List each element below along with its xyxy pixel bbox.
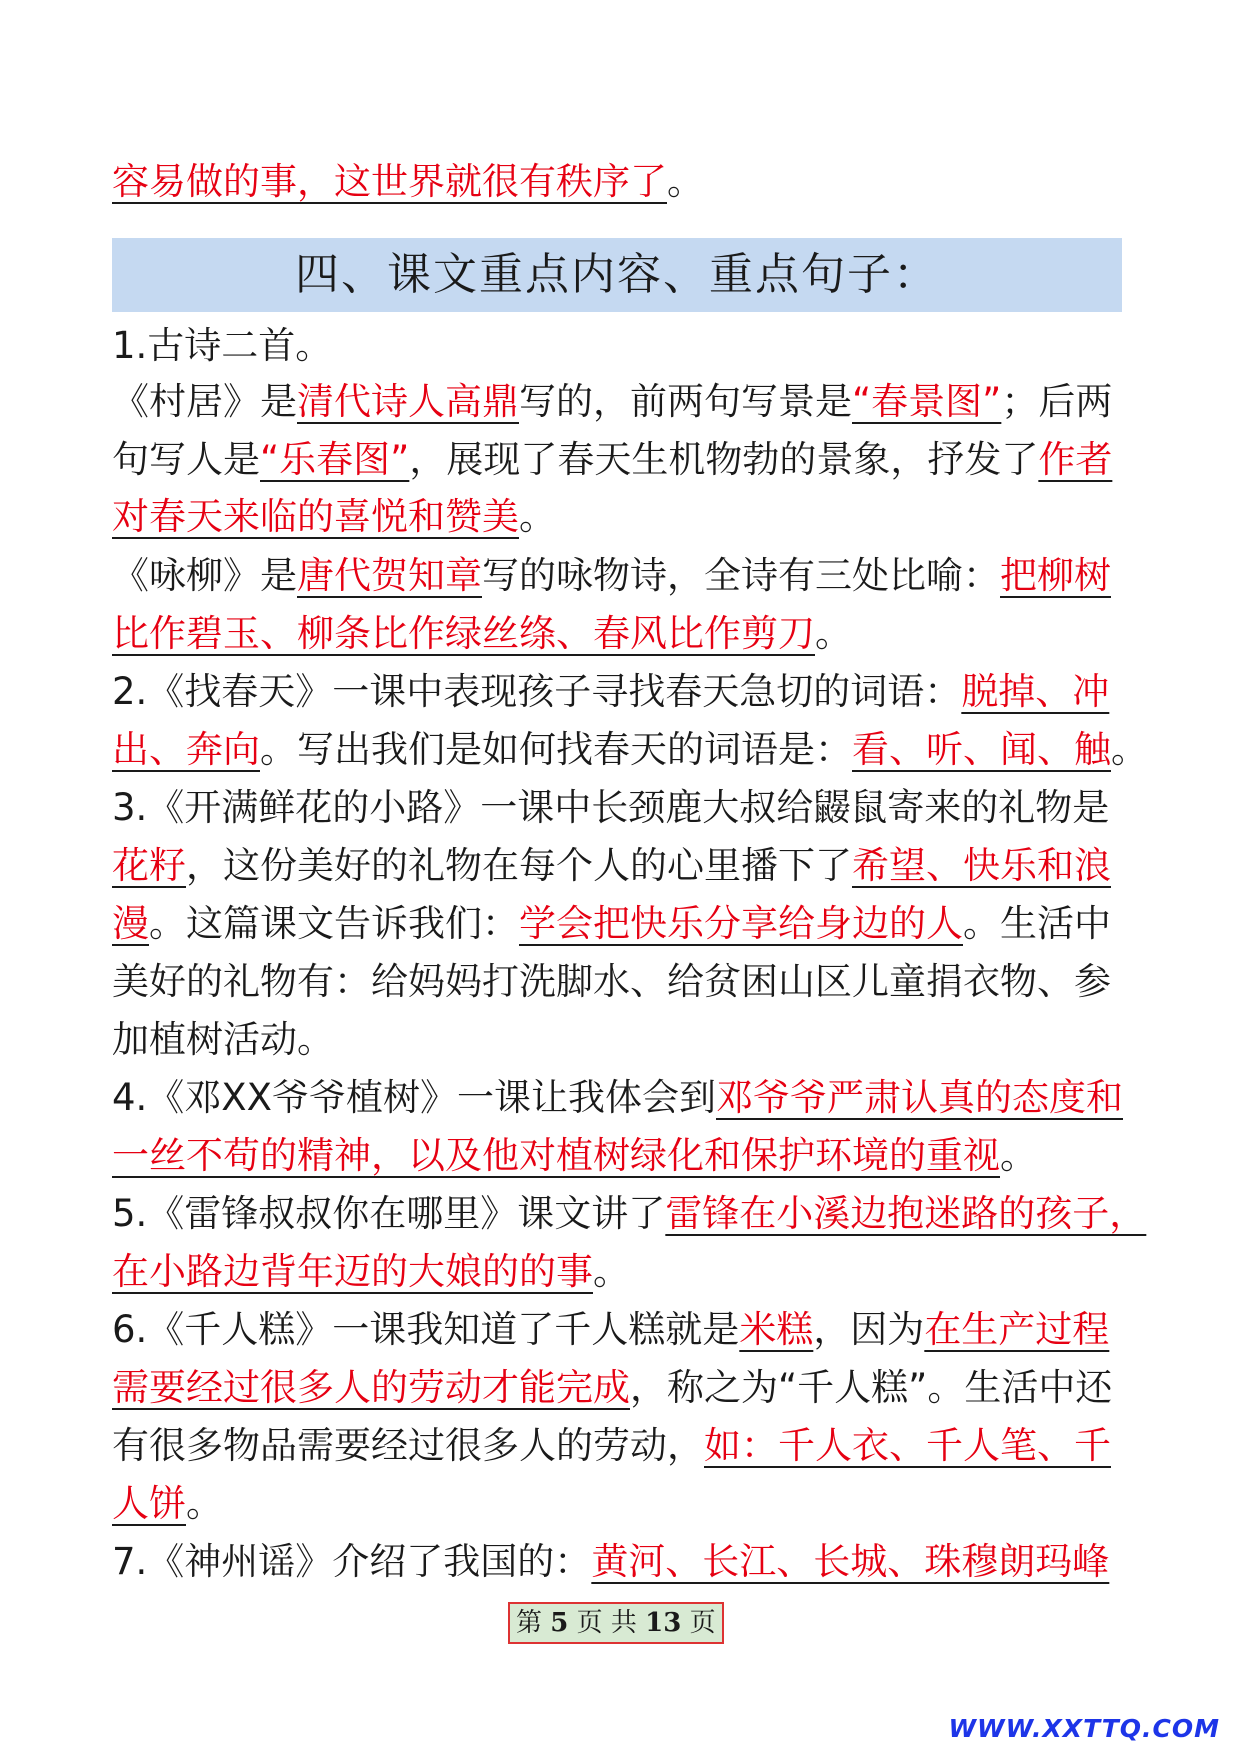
item-1-heading: 1.古诗二首。	[112, 324, 333, 367]
item-1-line: 《咏柳》是唐代贺知章写的咏物诗，全诗有三处比喻：把柳树	[112, 554, 1111, 597]
site-watermark: WWW.XXTTQ.COM	[948, 1714, 1220, 1743]
item-1-line: 《村居》是清代诗人高鼎写的，前两句写景是“春景图”；后两	[112, 380, 1113, 423]
item-6-line: 有很多物品需要经过很多人的劳动，如：千人衣、千人笔、千	[112, 1424, 1111, 1467]
item-3-line: 美好的礼物有：给妈妈打洗脚水、给贫困山区儿童捐衣物、参	[112, 960, 1111, 1003]
item-2-line: 出、奔向。写出我们是如何找春天的词语是：看、听、闻、触。	[112, 728, 1148, 771]
item-1-line: 比作碧玉、柳条比作绿丝绦、春风比作剪刀。	[112, 612, 852, 655]
item-1-line: 句写人是“乐春图”，展现了春天生机物勃的景象，抒发了作者	[112, 438, 1113, 481]
page-number: 第 5 页 共 13 页	[508, 1602, 724, 1644]
item-5-line: 5.《雷锋叔叔你在哪里》课文讲了雷锋在小溪边抱迷路的孩子，	[112, 1192, 1147, 1235]
total-pages: 13	[645, 1608, 682, 1638]
item-3-line: 漫。这篇课文告诉我们：学会把快乐分享给身边的人。生活中	[112, 902, 1111, 945]
item-6-line: 6.《千人糕》一课我知道了千人糕就是米糕，因为在生产过程	[112, 1308, 1110, 1351]
item-7-line: 7.《神州谣》介绍了我国的：黄河、长江、长城、珠穆朗玛峰	[112, 1540, 1110, 1583]
section-title: 四、课文重点内容、重点句子：	[295, 249, 939, 300]
section-banner	[112, 238, 1122, 312]
item-6-line: 人饼。	[112, 1482, 223, 1525]
item-3-line: 3.《开满鲜花的小路》一课中长颈鹿大叔给鼹鼠寄来的礼物是	[112, 786, 1110, 829]
item-4-line: 一丝不苟的精神，以及他对植树绿化和保护环境的重视。	[112, 1134, 1037, 1177]
continuation-line: 容易做的事，这世界就很有秩序了。	[112, 160, 704, 203]
item-4-line: 4.《邓XX爷爷植树》一课让我体会到邓爷爷严肃认真的态度和	[112, 1076, 1123, 1119]
item-3-line: 花籽，这份美好的礼物在每个人的心里播下了希望、快乐和浪	[112, 844, 1111, 887]
item-2-line: 2.《找春天》一课中表现孩子寻找春天急切的词语：脱掉、冲	[112, 670, 1110, 713]
current-page: 5	[550, 1608, 569, 1638]
answer-text: 容易做的事，这世界就很有秩序了	[112, 160, 667, 203]
item-1-line: 对春天来临的喜悦和赞美。	[112, 495, 556, 538]
item-6-line: 需要经过很多人的劳动才能完成，称之为“千人糕”。生活中还	[112, 1366, 1113, 1409]
item-5-line: 在小路边背年迈的大娘的的事。	[112, 1250, 630, 1293]
item-3-line: 加植树活动。	[112, 1018, 334, 1061]
